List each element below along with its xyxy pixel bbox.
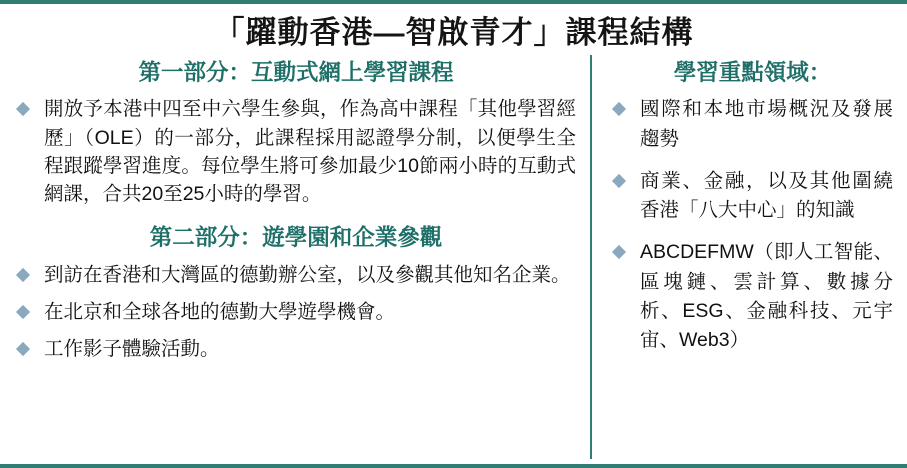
right-column [592,55,907,459]
list-item-text: 在北京和全球各地的德勤大學遊學機會。 [44,300,396,323]
section-one-heading: 第一部分：互動式網上學習課程 [138,60,454,86]
list-item-text: ABCDEFMW（即人工智能、區塊鏈、雲計算、數據分析、ESG、金融科技、元宇宙、Web3） [640,241,893,352]
diamond-bullet-icon [16,267,30,281]
section-two-heading: 第二部分：遊學園和企業參觀 [149,225,443,251]
diamond-bullet-icon [612,174,626,188]
list-item-text: 到訪在香港和大灣區的德勤辦公室，以及參觀其他知名企業。 [44,263,571,286]
list-item [16,95,576,208]
page-title: 「躍動香港—智啟青才」課程結構 [213,15,694,50]
content-columns [0,55,907,459]
diamond-bullet-icon [16,102,30,116]
section-two-list [16,261,576,364]
list-item [612,95,893,154]
right-column-list [612,95,893,355]
list-item-text: 開放予本港中四至中六學生參與，作為高中課程「其他學習經歷」（OLE）的一部分，此課程採用認證學分制，以便學生全程跟蹤學習進度。每位學生將可參加最少10節兩小時的互動式網課，合共20至25小時的學習。 [44,98,576,206]
list-item-text: 商業、金融，以及其他圍繞香港「八大中心」的知識 [640,169,893,222]
list-item-text: 工作影子體驗活動。 [44,338,220,361]
left-column [0,55,592,459]
right-column-heading: 學習重點領域： [673,60,832,86]
diamond-bullet-icon [612,245,626,259]
diamond-bullet-icon [612,102,626,116]
diamond-bullet-icon [16,342,30,356]
list-item [16,335,576,363]
list-item [16,261,576,289]
diamond-bullet-icon [16,305,30,319]
section-one-list [16,95,576,208]
list-item [612,238,893,355]
list-item-text: 國際和本地市場概況及發展趨勢 [640,98,893,150]
list-item [612,167,893,226]
list-item [16,298,576,326]
